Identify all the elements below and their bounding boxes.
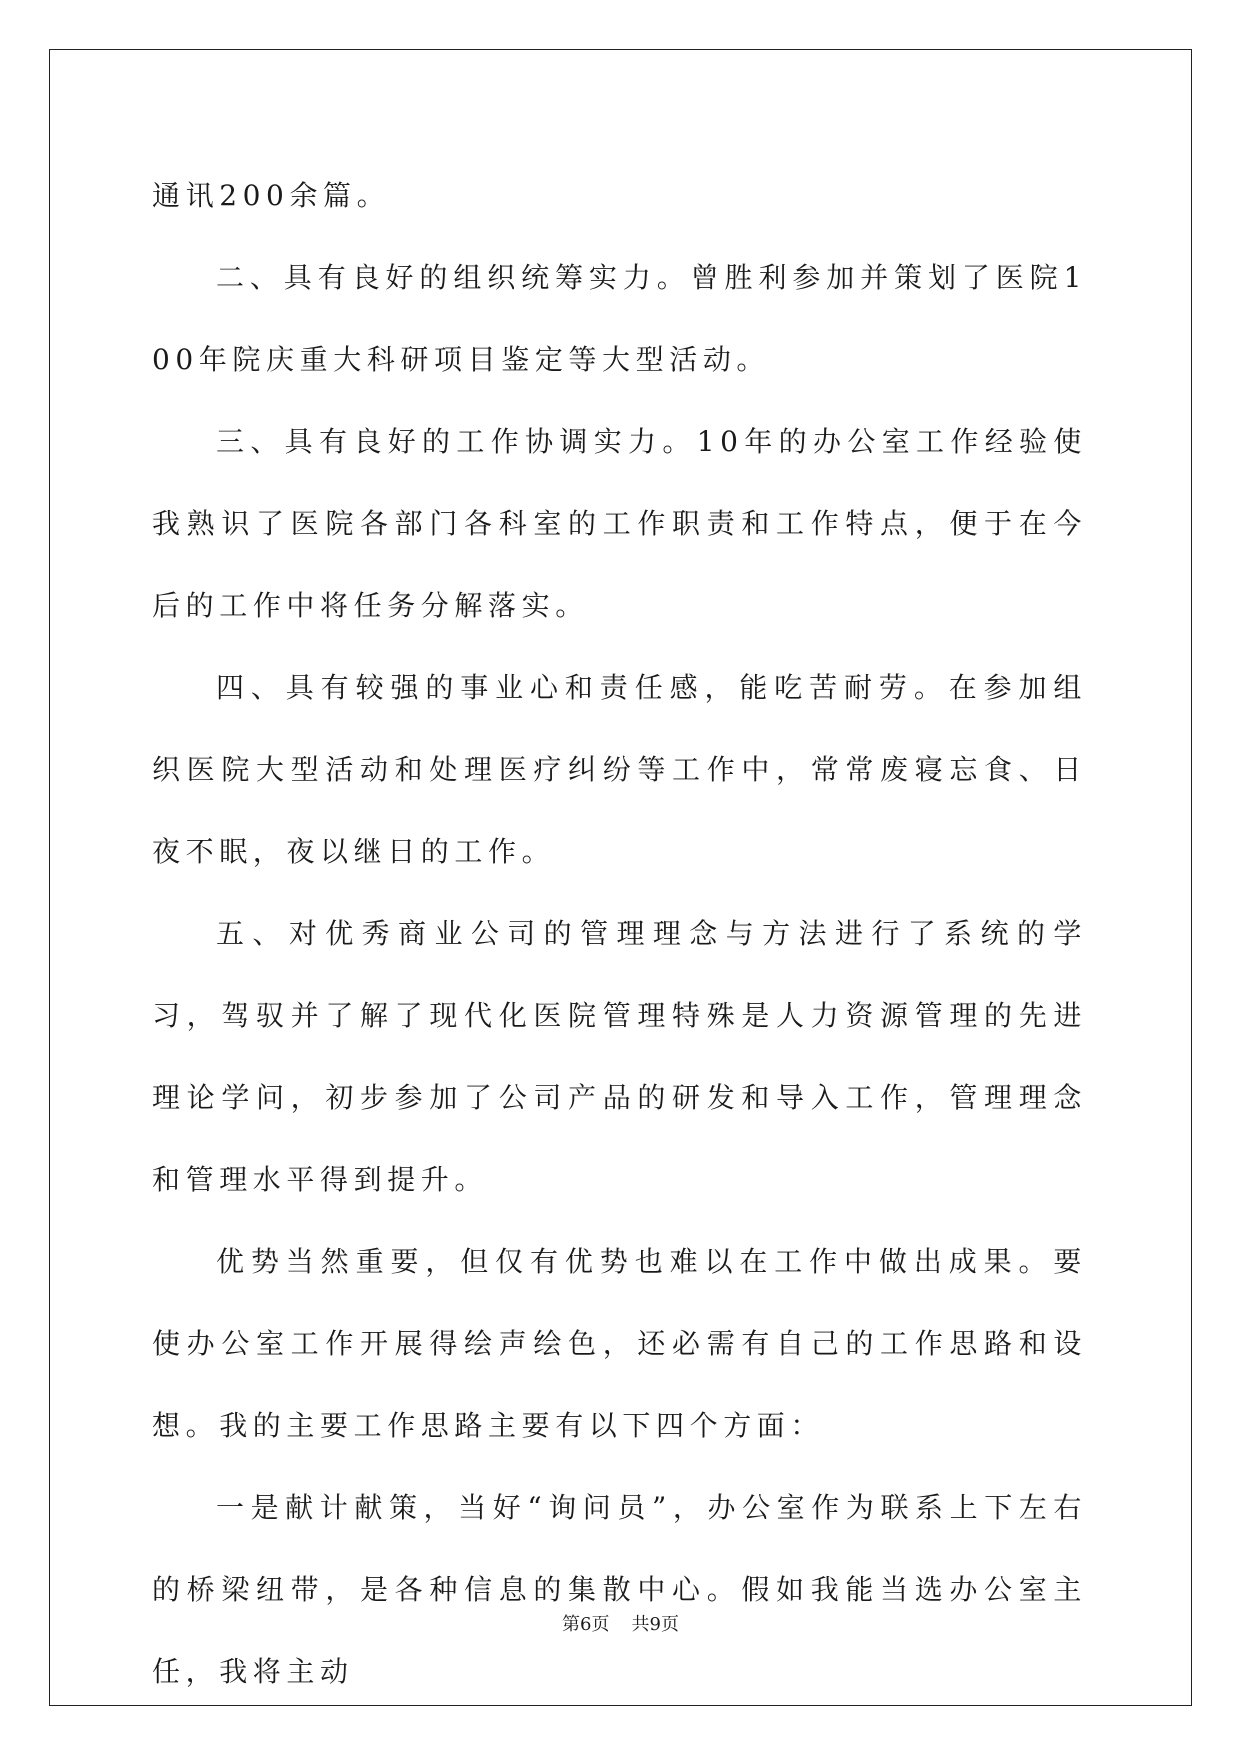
paragraph: 二、具有良好的组织统筹实力。曾胜利参加并策划了医院100年院庆重大科研项目鉴定等大型活动。: [152, 261, 1087, 376]
page-footer: [0, 1610, 1241, 1636]
document-body: [152, 155, 1087, 1713]
paragraph: 优势当然重要，但仅有优势也难以在工作中做出成果。要使办公室工作开展得绘声绘色，还必需有自己的工作思路和设想。我的主要工作思路主要有以下四个方面：: [152, 1245, 1087, 1442]
paragraph: 三、具有良好的工作协调实力。10年的办公室工作经验使我熟识了医院各部门各科室的工作职责和工作特点，便于在今后的工作中将任务分解落实。: [152, 425, 1087, 622]
paragraph: 通讯200余篇。: [152, 179, 391, 212]
paragraph: 五、对优秀商业公司的管理理念与方法进行了系统的学习，驾驭并了解了现代化医院管理特殊是人力资源管理的先进理论学问，初步参加了公司产品的研发和导入工作，管理理念和管理水平得到提升。: [152, 917, 1087, 1196]
page-number: 第6页: [562, 1614, 610, 1635]
page-total: 共9页: [631, 1614, 679, 1635]
paragraph: 四、具有较强的事业心和责任感，能吃苦耐劳。在参加组织医院大型活动和处理医疗纠纷等工作中，常常废寝忘食、日夜不眠，夜以继日的工作。: [152, 671, 1087, 868]
paragraph: 一是献计献策，当好“询问员”，办公室作为联系上下左右的桥梁纽带，是各种信息的集散中心。假如我能当选办公室主任，我将主动: [152, 1491, 1087, 1688]
